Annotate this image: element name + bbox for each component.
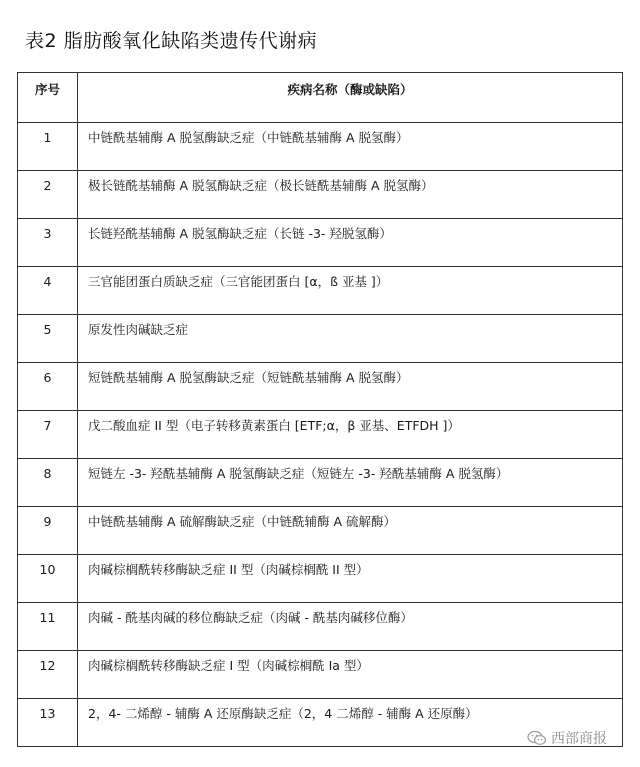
table-header-row <box>18 73 623 123</box>
row-disease-name: 肉碱棕榈酰转移酶缺乏症 II 型（肉碱棕榈酰 II 型） <box>78 555 623 603</box>
watermark-text: 西部商报 <box>551 731 607 747</box>
row-number: 5 <box>18 315 78 363</box>
row-disease-name: 长链羟酰基辅酶 A 脱氢酶缺乏症（长链 -3- 羟脱氢酶） <box>78 219 623 267</box>
table-row <box>18 459 623 507</box>
header-disease-name: 疾病名称（酶或缺陷） <box>78 73 623 123</box>
row-disease-name: 短链酰基辅酶 A 脱氢酶缺乏症（短链酰基辅酶 A 脱氢酶） <box>78 363 623 411</box>
disease-table <box>17 72 623 747</box>
row-number: 11 <box>18 603 78 651</box>
row-disease-name: 原发性肉碱缺乏症 <box>78 315 623 363</box>
row-number: 2 <box>18 171 78 219</box>
table-row <box>18 555 623 603</box>
row-disease-name: 短链左 -3- 羟酰基辅酶 A 脱氢酶缺乏症（短链左 -3- 羟酰基辅酶 A 脱氢酶） <box>78 459 623 507</box>
row-disease-name: 肉碱 - 酰基肉碱的移位酶缺乏症（肉碱 - 酰基肉碱移位酶） <box>78 603 623 651</box>
row-number: 1 <box>18 123 78 171</box>
row-number: 10 <box>18 555 78 603</box>
row-disease-name: 中链酰基辅酶 A 硫解酶缺乏症（中链酰辅酶 A 硫解酶） <box>78 507 623 555</box>
row-number: 9 <box>18 507 78 555</box>
table-row <box>18 363 623 411</box>
watermark <box>527 728 607 748</box>
row-number: 4 <box>18 267 78 315</box>
row-number: 12 <box>18 651 78 699</box>
table-row <box>18 171 623 219</box>
table-title: 表2 脂肪酸氧化缺陷类遗传代谢病 <box>25 30 318 52</box>
table-row <box>18 315 623 363</box>
row-disease-name: 中链酰基辅酶 A 脱氢酶缺乏症（中链酰基辅酶 A 脱氢酶） <box>78 123 623 171</box>
table-row <box>18 219 623 267</box>
table-row <box>18 603 623 651</box>
row-disease-name: 三官能团蛋白质缺乏症（三官能团蛋白 [α，ß 亚基 ]） <box>78 267 623 315</box>
wechat-icon <box>527 730 547 746</box>
table-row <box>18 411 623 459</box>
table-row <box>18 267 623 315</box>
header-number: 序号 <box>18 73 78 123</box>
table-row <box>18 507 623 555</box>
row-number: 6 <box>18 363 78 411</box>
row-disease-name: 肉碱棕榈酰转移酶缺乏症 I 型（肉碱棕榈酰 Ia 型） <box>78 651 623 699</box>
row-number: 7 <box>18 411 78 459</box>
table-row <box>18 651 623 699</box>
row-disease-name: 极长链酰基辅酶 A 脱氢酶缺乏症（极长链酰基辅酶 A 脱氢酶） <box>78 171 623 219</box>
row-number: 3 <box>18 219 78 267</box>
row-number: 8 <box>18 459 78 507</box>
row-number: 13 <box>18 699 78 747</box>
table-row <box>18 123 623 171</box>
row-disease-name: 戊二酸血症 II 型（电子转移黄素蛋白 [ETF;α，β 亚基、ETFDH ]） <box>78 411 623 459</box>
row-disease-name: 2，4- 二烯醇 - 辅酶 A 还原酶缺乏症（2，4 二烯醇 - 辅酶 A 还原酶） <box>78 699 623 747</box>
